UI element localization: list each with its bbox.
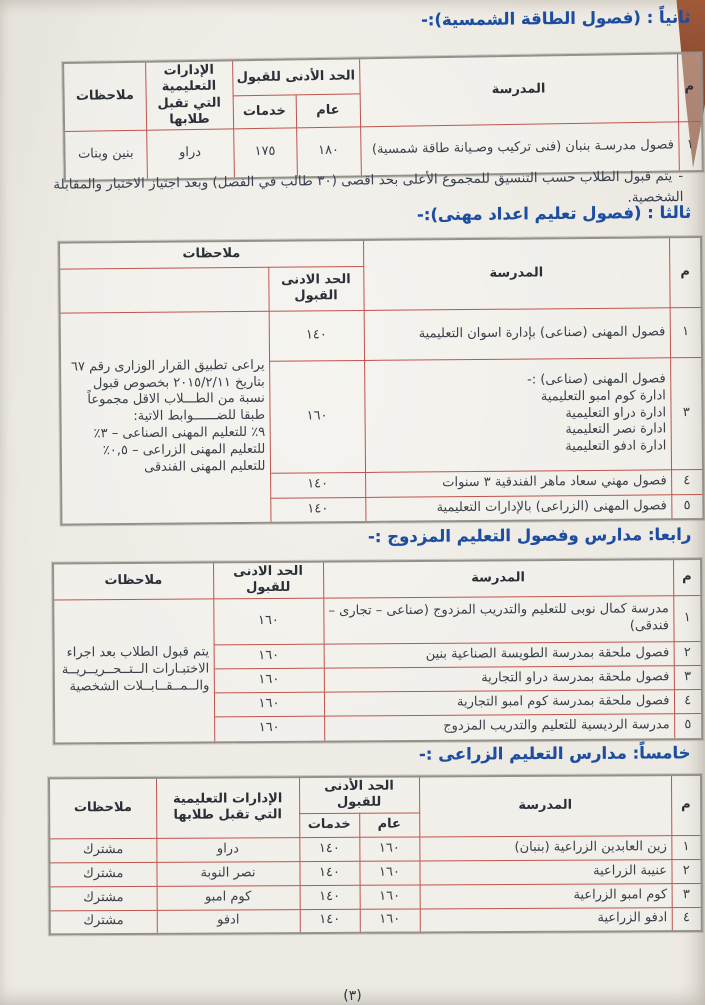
vocational-row-num: ٥ (671, 494, 703, 519)
vocational-row-min-score: ١٤٠ (269, 310, 364, 361)
agri-row-general-score: ١٦٠ (360, 884, 420, 908)
agri-row-num: ٢ (671, 859, 701, 883)
agri-row-services-score: ١٤٠ (299, 861, 359, 885)
agri-header-notes: ملاحظات (49, 778, 156, 839)
dual-education-table (52, 558, 703, 745)
vocational-row-min-score: ١٦٠ (269, 360, 365, 473)
agri-row-general-score: ١٦٠ (359, 860, 419, 884)
dual-header-min: الحد الادنى للقبول (213, 562, 323, 599)
vocational-header-school: المدرسة (363, 237, 670, 310)
dual-header-school: المدرسة (323, 559, 673, 597)
table-row (53, 595, 701, 646)
agri-row-notes: مشترك (49, 862, 156, 887)
vocational-notes-cell: يراعى تطبيق القرار الوزارى رقم ٦٧ بتاريخ ٢٠١٥/٢/١١ بخصوص قبول نسبة من الطـــلاب الاقل مجموعاً طبقا للضــــــوابط الاتية: ٩٪ للتعليم المهنى الصناعى – ٣٪ للتعليم المهنى الزراعى – ٠,٥٪ للتعليم المهنى الفندقى (60, 311, 271, 525)
solar-row-num: ١ (678, 122, 703, 171)
agri-header-min: الحد الأدنى للقبول (299, 776, 419, 813)
agri-row-general-score: ١٦٠ (359, 836, 419, 860)
dual-row-school: فصول ملحقة بمدرسة الطويسة الصناعية بنين (324, 641, 674, 667)
section-title-vocational: ثالثا : (فصول تعليم اعداد مهنى):- (416, 202, 692, 225)
agri-row-num: ٣ (672, 883, 702, 907)
solar-row-general-score: ١٨٠ (296, 127, 361, 177)
dual-row-min-score: ١٦٠ (214, 716, 324, 743)
solar-acceptance-note-text: يتم قبول الطلاب حسب التنسيق للمجموع الأعلى بحد اقصى (٣٠ طالب في الفصل) وبعد اجتياز الاختبار والمقابلة الشخصية. (53, 167, 684, 206)
table-row (60, 307, 702, 363)
agri-row-department: كوم امبو (157, 885, 300, 910)
vocational-row-school: فصول المهنى (صناعى) بإدارة اسوان التعليمية (364, 307, 670, 360)
agri-row-school: عنيبة الزراعية (419, 859, 671, 884)
dual-row-school: مدرسة كمال نوبى للتعليم والتدريب المزدوج (صناعى – تجارى – فندقى) (323, 595, 673, 643)
agricultural-schools-table (48, 774, 703, 935)
vocational-header-num: م (669, 237, 702, 307)
dual-row-min-score: ١٦٠ (214, 644, 324, 669)
vocational-row-min-score: ١٤٠ (270, 472, 365, 498)
solar-row-school: فصول مدرسـة بنبان (فنى تركيب وصـيانة طاقة شمسية) (360, 122, 679, 176)
table-row (50, 907, 702, 934)
agri-row-general-score: ١٦٠ (360, 908, 420, 932)
dual-header-num: م (673, 559, 701, 595)
solar-header-min: الحد الأدنى للقبول (232, 58, 360, 96)
agri-header-services: خدمات (299, 813, 359, 837)
table-row (50, 883, 702, 910)
bullet-dash: - (678, 167, 684, 184)
solar-classes-table (62, 52, 704, 182)
agri-header-general: عام (359, 812, 419, 836)
agri-row-notes: مشترك (50, 910, 157, 935)
solar-row-department: دراو (146, 129, 234, 179)
solar-row-notes: بنين وبنات (64, 130, 147, 180)
agri-header-school: المدرسة (419, 775, 671, 836)
solar-header-departments: الإدارات التعليمية التي تقبل طلابها (145, 60, 233, 130)
solar-header-general: عام (296, 94, 361, 128)
vocational-header-notes: ملاحظات (59, 240, 363, 269)
dual-row-num: ٥ (674, 713, 702, 739)
dual-row-num: ٤ (674, 689, 702, 713)
vocational-row-school: فصول المهنى (صناعى) :- ادارة كوم امبو التعليمية ادارة دراو التعليمية ادارة نصر التعليمية ادارة ادفو التعليمية (364, 357, 671, 472)
solar-header-num: م (677, 53, 702, 122)
agri-row-num: ١ (671, 835, 701, 859)
vocational-row-min-score: ١٤٠ (270, 497, 365, 523)
solar-row-services-score: ١٧٥ (233, 128, 297, 178)
agri-row-school: كوم امبو الزراعية (420, 883, 672, 908)
vocational-notes-subheader-empty-cell (59, 267, 268, 313)
dual-row-min-score: ١٦٠ (214, 668, 324, 693)
agri-row-num: ٤ (672, 907, 702, 931)
solar-header-notes: ملاحظات (63, 62, 146, 132)
section-title-agricultural: خامساً: مدارس التعليم الزراعى :- (419, 743, 692, 764)
dual-row-min-score: ١٦٠ (214, 692, 324, 717)
agri-row-school: ادفو الزراعية (420, 907, 672, 932)
agri-row-department: ادفو (157, 909, 300, 934)
agri-row-notes: مشترك (50, 886, 157, 911)
dual-row-min-score: ١٦٠ (213, 598, 323, 645)
agri-row-department: دراو (156, 837, 299, 862)
page-number: (٣) (343, 988, 362, 1004)
agri-header-num: م (671, 775, 701, 835)
agri-row-school: زين العابدين الزراعية (بنبان) (419, 835, 671, 860)
vocational-row-num: ٤ (671, 469, 703, 494)
vocational-row-num: ١ (670, 307, 702, 357)
vocational-prep-table (58, 236, 704, 526)
table-row (49, 835, 701, 862)
dual-row-num: ١ (673, 595, 701, 641)
section-title-dual: رابعا: مدارس وفصول التعليم المزدوج :- (367, 524, 692, 547)
agri-row-services-score: ١٤٠ (300, 909, 360, 933)
agri-row-department: نصر النوبة (156, 861, 299, 886)
solar-header-school: المدرسة (359, 53, 678, 126)
section-title-solar: ثانياً : (فصول الطاقة الشمسية):- (421, 7, 692, 30)
vocational-row-school: فصول مهني سعاد ماهر الفندقية ٣ سنوات (365, 469, 671, 497)
dual-row-school: مدرسة الرديسية للتعليم والتدريب المزدوج (324, 713, 674, 741)
dual-header-notes: ملاحظات (53, 562, 213, 599)
table-row (49, 859, 701, 886)
dual-row-school: فصول ملحقة بمدرسة كوم امبو التجارية (324, 689, 674, 715)
agri-row-notes: مشترك (49, 838, 156, 863)
agri-header-departments: الإدارات التعليمية التي تقبل طلابها (156, 777, 299, 838)
vocational-header-min: الحد الادنى القبول (268, 266, 363, 311)
agri-row-services-score: ١٤٠ (299, 837, 359, 861)
solar-header-services: خدمات (233, 95, 297, 129)
dual-notes-cell: يتم قبول الطلاب بعد اجراء الاختبـارات الــتــحــريــريــة والــمــقــابــلات الشخصية (53, 598, 214, 743)
vocational-row-num: ٣ (670, 357, 703, 469)
dual-row-num: ٢ (674, 641, 702, 665)
vocational-row-school: فصول المهنى (الزراعى) بالإدارات التعليمية (365, 494, 671, 522)
dual-row-num: ٣ (674, 665, 702, 689)
dual-row-school: فصول ملحقة بمدرسة دراو التجارية (324, 665, 674, 691)
agri-row-services-score: ١٤٠ (300, 885, 360, 909)
